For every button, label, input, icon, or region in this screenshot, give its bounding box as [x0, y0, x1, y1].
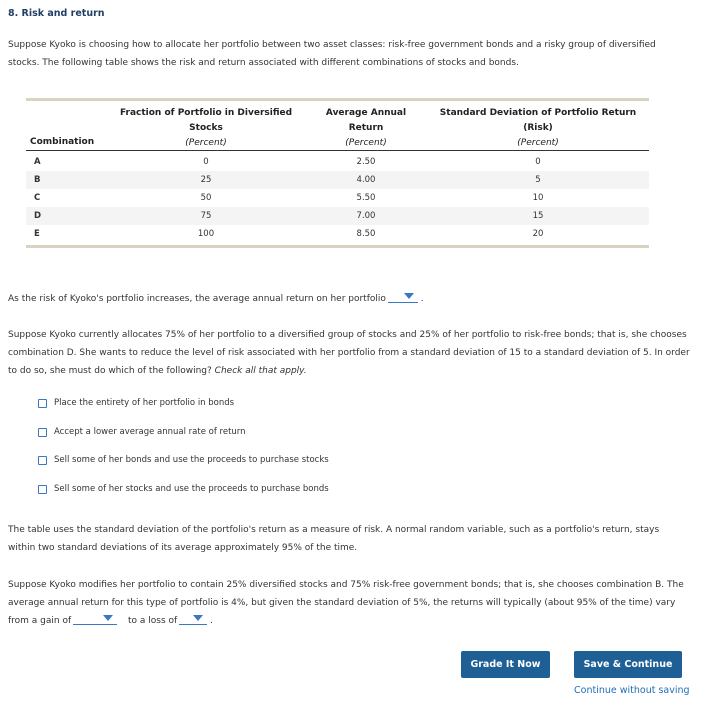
- cell-fraction: 75: [200, 211, 212, 221]
- q2-instruction: Check all that apply.: [214, 366, 307, 376]
- cell-combination: E: [34, 229, 40, 239]
- option-bonds-entirety[interactable]: [38, 398, 234, 408]
- cell-return: 2.50: [356, 157, 376, 167]
- cell-std: 20: [532, 229, 544, 239]
- cell-std: 15: [532, 211, 544, 221]
- q3-loss-prefix: to a loss of: [128, 616, 178, 626]
- continue-without-saving-link[interactable]: Continue without saving: [574, 685, 690, 696]
- q1-period: .: [420, 294, 424, 304]
- cell-combination: C: [34, 193, 41, 203]
- chevron-down-icon: [404, 293, 414, 299]
- grade-it-now-button[interactable]: Grade It Now: [461, 651, 550, 678]
- checkbox-icon[interactable]: [38, 485, 47, 494]
- std-dev-note: The table uses the standard deviation of the portfolio's return as a measure of risk. A normal random variable, such as a portfolio's return, stays within two standard deviations of its average approximately 95% of the time.: [8, 525, 660, 553]
- option-sell-bonds[interactable]: [38, 455, 329, 465]
- cell-fraction: 0: [203, 157, 209, 167]
- cell-return: 5.50: [356, 193, 376, 203]
- checkbox-icon[interactable]: [38, 399, 47, 408]
- cell-std: 0: [535, 157, 541, 167]
- q3-gain-prefix: from a gain of: [8, 616, 72, 626]
- save-continue-button[interactable]: Save & Continue: [574, 651, 682, 678]
- option-label: Sell some of her stocks and use the proceeds to purchase bonds: [54, 484, 329, 494]
- cell-combination: D: [34, 211, 42, 221]
- option-label: Accept a lower average annual rate of return: [54, 427, 246, 437]
- cell-return: 4.00: [356, 175, 376, 185]
- header-fraction: Fraction of Portfolio in Diversified Stocks (Percent): [119, 108, 293, 148]
- table-bottom-rule: [26, 245, 649, 248]
- q1-text: As the risk of Kyoko's portfolio increases, the average annual return on her portfolio: [8, 294, 386, 304]
- cell-combination: B: [34, 175, 41, 185]
- cell-fraction: 50: [200, 193, 212, 203]
- cell-std: 5: [535, 175, 541, 185]
- table-header-rule: [26, 150, 649, 151]
- header-std: Standard Deviation of Portfolio Return (Risk) (Percent): [439, 108, 637, 148]
- q1-dropdown[interactable]: [388, 290, 418, 303]
- q3-period: .: [210, 616, 213, 626]
- checkbox-icon[interactable]: [38, 428, 47, 437]
- chevron-down-icon: [103, 615, 113, 621]
- cell-combination: A: [34, 157, 41, 167]
- q2-paragraph: [8, 326, 693, 380]
- header-combination: Combination: [30, 137, 95, 147]
- cell-fraction: 25: [200, 175, 212, 185]
- loss-dropdown[interactable]: [179, 612, 207, 625]
- option-label: Sell some of her bonds and use the proceeds to purchase stocks: [54, 455, 329, 465]
- option-lower-return[interactable]: [38, 427, 246, 437]
- cell-std: 10: [532, 193, 544, 203]
- q3-paragraph: [8, 576, 698, 630]
- question-title: 8. Risk and return: [8, 8, 105, 19]
- q3-text: Suppose Kyoko modifies her portfolio to contain 25% diversified stocks and 75% risk-free government bonds; that is, she chooses combination B. The average annual return for this type of portfolio is 4%, but given the standard deviation of 5%, the returns will typically (about 95% of the time) vary: [8, 580, 684, 608]
- cell-return: 7.00: [356, 211, 376, 221]
- header-return: Average Annual Return (Percent): [325, 108, 407, 148]
- intro-paragraph: Suppose Kyoko is choosing how to allocate her portfolio between two asset classes: risk-free government bonds and a risky group of diversified stocks. The following table shows the risk and return associated with different combinations of stocks and bonds.: [8, 40, 656, 68]
- checkbox-icon[interactable]: [38, 456, 47, 465]
- q2-text: Suppose Kyoko currently allocates 75% of her portfolio to a diversified group of stocks and 25% of her portfolio to risk-free bonds; that is, she chooses combination D. She wants to reduce the level of risk associated with her portfolio from a standard deviation of 15 to a standard deviation of 5. In order to do so, she must do which of the following?: [8, 330, 690, 376]
- q1-line: [8, 290, 424, 308]
- table-top-rule: [26, 98, 649, 101]
- gain-dropdown[interactable]: [73, 612, 117, 625]
- cell-return: 8.50: [356, 229, 376, 239]
- option-label: Place the entirety of her portfolio in bonds: [54, 398, 235, 408]
- cell-fraction: 100: [197, 229, 215, 239]
- option-sell-stocks[interactable]: [38, 484, 329, 494]
- chevron-down-icon: [193, 615, 203, 621]
- risk-return-table: [26, 98, 649, 248]
